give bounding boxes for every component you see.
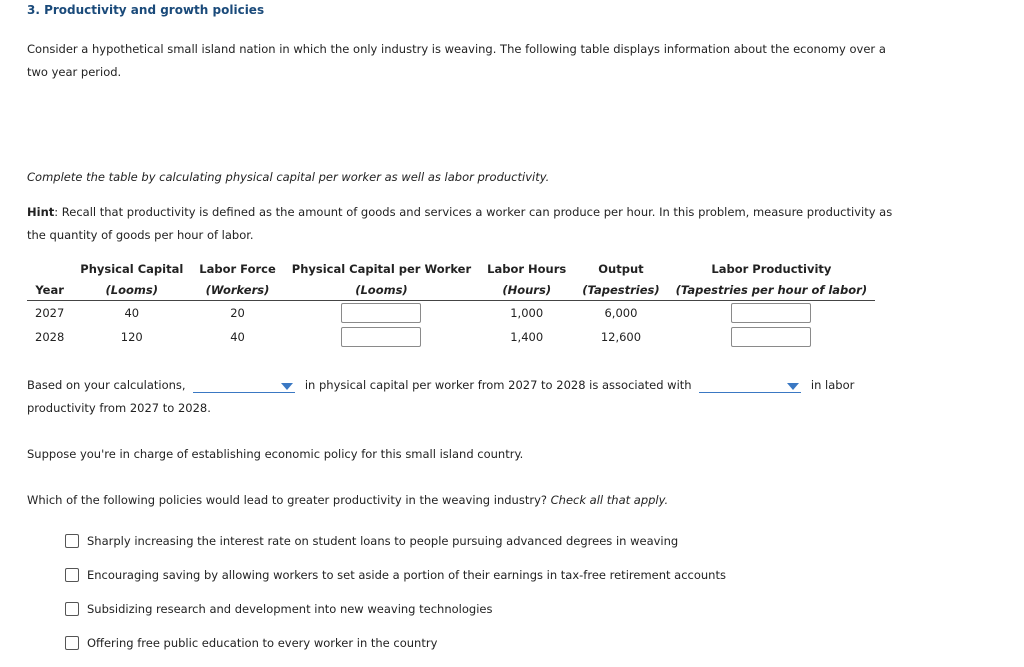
- output-cell: 12,600: [600, 330, 642, 344]
- hours-cell: 1,000: [510, 306, 544, 320]
- table-row: [27, 325, 875, 349]
- labor-productivity-input[interactable]: [731, 327, 811, 347]
- checkbox[interactable]: [65, 568, 79, 582]
- capital-cell: 120: [120, 330, 143, 344]
- intro-line-1: Consider a hypothetical small island nation in which the only industry is weaving. The following table displays information about the economy over a: [27, 42, 886, 56]
- header-cell: Labor Hours: [487, 261, 567, 276]
- table-row: [27, 301, 875, 326]
- policy-option[interactable]: [65, 534, 678, 548]
- checkbox[interactable]: [65, 602, 79, 616]
- hint-text: : Recall that productivity is defined as the amount of goods and services a worker can produce per hour. In this problem, measure productivity as: [54, 205, 893, 219]
- sentence-part-4: productivity from 2027 to 2028.: [27, 401, 211, 415]
- question-text: [27, 489, 668, 512]
- header-cell: Labor Force: [199, 261, 276, 276]
- header-unit: (Looms): [72, 279, 191, 301]
- hint-label: Hint: [27, 205, 55, 219]
- policy-option[interactable]: [65, 602, 492, 616]
- hours-cell: 1,400: [510, 330, 544, 344]
- page-title: 3. Productivity and growth policies: [27, 3, 265, 17]
- capital-per-worker-input[interactable]: [341, 327, 421, 347]
- sentence-part-3: in labor: [810, 378, 855, 392]
- header-cell: Labor Productivity: [711, 261, 832, 276]
- policy-option[interactable]: [65, 636, 437, 650]
- option-label: Subsidizing research and development into new weaving technologies: [87, 602, 493, 616]
- header-cell-year: Year: [27, 279, 72, 301]
- header-cell: Physical Capital per Worker: [291, 261, 472, 276]
- output-cell: 6,000: [604, 306, 638, 320]
- option-label: Offering free public education to every worker in the country: [87, 636, 438, 650]
- hint-line-2: the quantity of goods per hour of labor.: [27, 228, 254, 242]
- header-unit: (Tapestries per hour of labor): [668, 279, 875, 301]
- table-header-row-1: [27, 258, 875, 279]
- intro-line-2: two year period.: [27, 65, 122, 79]
- year-cell: 2028: [35, 330, 65, 344]
- checkbox[interactable]: [65, 636, 79, 650]
- calculation-sentence: [27, 374, 887, 420]
- scenario-text: Suppose you're in charge of establishing economic policy for this small island country.: [27, 447, 524, 461]
- question-main: Which of the following policies would lead to greater productivity in the weaving industry?: [27, 493, 547, 507]
- header-cell: Physical Capital: [80, 261, 184, 276]
- option-label: Encouraging saving by allowing workers to set aside a portion of their earnings in tax-free retirement accounts: [87, 568, 726, 582]
- sentence-part-2: in physical capital per worker from 2027 to 2028 is associated with: [304, 378, 692, 392]
- header-unit: (Tapestries): [574, 279, 667, 301]
- option-label: Sharply increasing the interest rate on student loans to people pursuing advanced degrees in weaving: [87, 534, 679, 548]
- capital-per-worker-input[interactable]: [341, 303, 421, 323]
- dropdown-arrow-icon: [787, 383, 799, 390]
- instruction-text: Complete the table by calculating physical capital per worker as well as labor productivity.: [27, 170, 550, 184]
- change-capital-dropdown[interactable]: [193, 378, 295, 393]
- economy-table: [27, 258, 875, 349]
- header-unit: (Looms): [284, 279, 479, 301]
- table-header-row-2: [27, 279, 875, 301]
- change-productivity-dropdown[interactable]: [699, 378, 801, 393]
- policy-option[interactable]: [65, 568, 726, 582]
- header-cell: Output: [598, 261, 644, 276]
- labor-force-cell: 40: [230, 330, 245, 344]
- header-unit: (Workers): [191, 279, 283, 301]
- header-cell: [27, 258, 72, 279]
- hint-paragraph: [27, 201, 892, 247]
- labor-force-cell: 20: [230, 306, 245, 320]
- dropdown-arrow-icon: [281, 383, 293, 390]
- sentence-part-1: Based on your calculations,: [27, 378, 186, 392]
- checkbox[interactable]: [65, 534, 79, 548]
- labor-productivity-input[interactable]: [731, 303, 811, 323]
- intro-paragraph: [27, 38, 886, 84]
- header-unit: (Hours): [479, 279, 574, 301]
- capital-cell: 40: [124, 306, 140, 320]
- question-tail: Check all that apply.: [550, 493, 669, 507]
- year-cell: 2027: [35, 306, 65, 320]
